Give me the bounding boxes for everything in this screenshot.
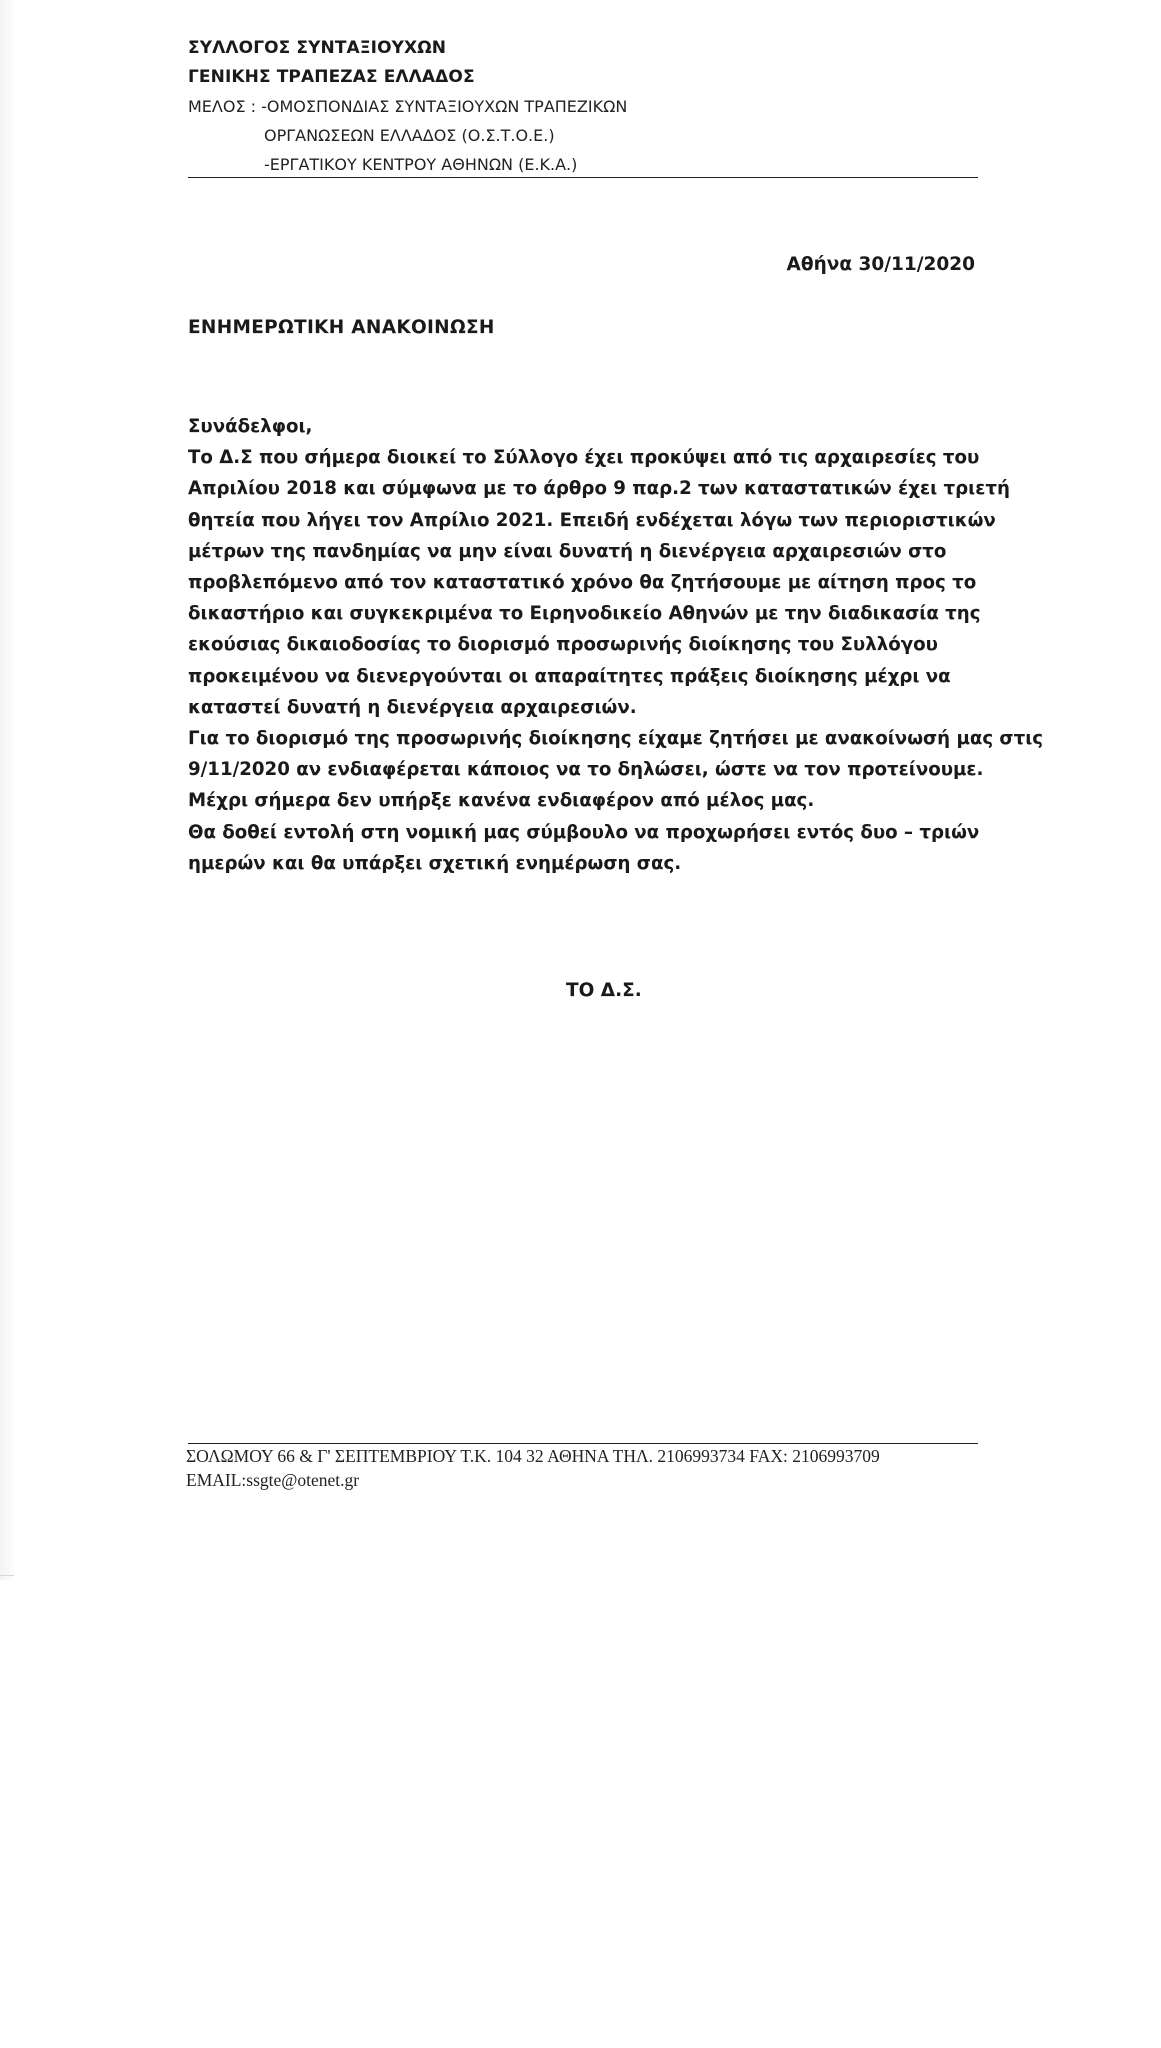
letterhead (188, 34, 978, 179)
body-line: προκειμένου να διενεργούνται οι απαραίτητες πράξεις διοίκησης μέχρι να (188, 665, 951, 687)
body-line: δικαστήριο και συγκεκριμένα το Ειρηνοδικείο Αθηνών με την διαδικασία της (188, 603, 981, 625)
body-line: ημερών και θα υπάρξει σχετική ενημέρωση σας. (188, 852, 682, 874)
body-line: προβλεπόμενο από τον καταστατικό χρόνο θα ζητήσουμε με αίτηση προς το (188, 572, 977, 594)
body-line: καταστεί δυνατή η διενέργεια αρχαιρεσιών. (188, 696, 637, 718)
membership-line-1: ΜΕΛΟΣ : -ΟΜΟΣΠΟΝΔΙΑΣ ΣΥΝΤΑΞΙΟΥΧΩΝ ΤΡΑΠΕΖΙΚΩΝ (188, 97, 628, 116)
footer-email: EMAIL:ssgte@otenet.gr (186, 1470, 360, 1490)
body-line: μέτρων της πανδημίας να μην είναι δυνατή η διενέργεια αρχαιρεσιών στο (188, 540, 947, 562)
body-line: 9/11/2020 αν ενδιαφέρεται κάποιος να το δηλώσει, ώστε να τον προτείνουμε. (188, 759, 984, 781)
signature: ΤΟ Δ.Σ. (566, 980, 642, 1001)
body-line: Μέχρι σήμερα δεν υπήρξε κανένα ενδιαφέρον από μέλος μας. (188, 790, 815, 812)
membership-line-3: -ΕΡΓΑΤΙΚΟΥ ΚΕΝΤΡΟΥ ΑΘΗΝΩΝ (Ε.Κ.Α.) (264, 155, 578, 174)
body-line: Απριλίου 2018 και σύμφωνα με το άρθρο 9 παρ.2 των καταστατικών έχει τριετή (188, 478, 1010, 500)
announcement-body (188, 411, 1044, 879)
footer (186, 1444, 880, 1492)
body-line: Συνάδελφοι, (188, 416, 313, 437)
footer-address: ΣΟΛΩΜΟΥ 66 & Γ' ΣΕΠΤΕΜΒΡΙΟΥ Τ.Κ. 104 32 ΑΘΗΝΑ ΤΗΛ. 2106993734 FAX: 2106993709 (186, 1446, 880, 1466)
body-line: θητεία που λήγει τον Απρίλιο 2021. Επειδή ενδέχεται λόγω των περιοριστικών (188, 509, 996, 531)
scan-shadow-edge (0, 0, 16, 1580)
body-line: Το Δ.Σ που σήμερα διοικεί το Σύλλογο έχει προκύψει από τις αρχαιρεσίες του (188, 447, 980, 469)
document-title: ΕΝΗΜΕΡΩΤΙΚΗ ΑΝΑΚΟΙΝΩΣΗ (188, 317, 495, 338)
body-line: Για το διορισμό της προσωρινής διοίκησης είχαμε ζητήσει με ανακοίνωσή μας στις (188, 728, 1044, 750)
body-line: εκούσιας δικαιοδοσίας το διορισμό προσωρινής διοίκησης του Συλλόγου (188, 634, 938, 656)
body-line: Θα δοθεί εντολή στη νομική μας σύμβουλο να προχωρήσει εντός δυο – τριών (188, 821, 980, 843)
scan-edge-mark (0, 1575, 14, 1576)
org-name-line-1: ΣΥΛΛΟΓΟΣ ΣΥΝΤΑΞΙΟΥΧΩΝ (188, 38, 447, 58)
document-date: Αθήνα 30/11/2020 (786, 254, 975, 275)
org-name-line-2: ΓΕΝΙΚΗΣ ΤΡΑΠΕΖΑΣ ΕΛΛΑΔΟΣ (188, 67, 475, 87)
header-divider (188, 177, 978, 178)
membership-line-2: ΟΡΓΑΝΩΣΕΩΝ ΕΛΛΑΔΟΣ (Ο.Σ.Τ.Ο.Ε.) (264, 126, 555, 145)
